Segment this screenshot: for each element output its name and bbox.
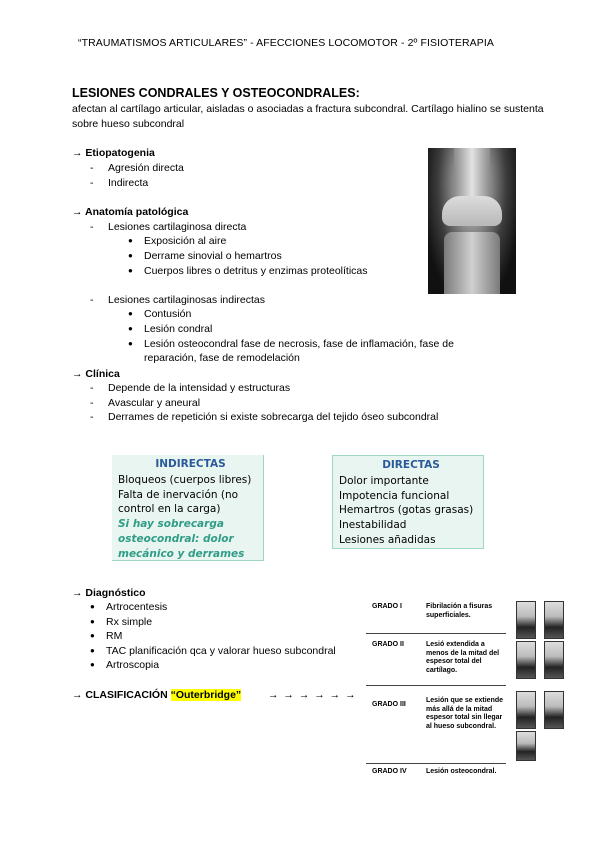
cartilage-illustration <box>516 601 536 639</box>
list-item: - Depende de la intensidad y estructuras <box>90 382 291 394</box>
intro-text: afectan al cartílago articular, aisladas o asociadas a fractura subcondral. Cartílago hialino se sustenta sobre hueso subcondral <box>72 103 544 130</box>
cartilage-illustration <box>516 641 536 679</box>
grade-desc: Lesión que se extiende más allá de la mitad espesor total sin llegar al hueso subcondral. <box>426 697 504 730</box>
list-item: - Indirecta <box>90 177 149 189</box>
box-line: Inestabilidad <box>339 519 407 532</box>
outerbridge-grade-table <box>366 597 566 781</box>
section-title: LESIONES CONDRALES Y OSTEOCONDRALES: <box>72 86 360 100</box>
grade-label: GRADO III <box>372 701 406 708</box>
divider <box>366 763 506 764</box>
list-item: ● RM <box>90 630 123 642</box>
grade-desc: Lesión osteocondral. <box>426 768 497 775</box>
clasificacion-heading: → CLASIFICACIÓN “Outerbridge” <box>72 689 242 701</box>
box-line: control en la carga) <box>118 503 221 516</box>
list-item: ● Contusión <box>128 308 192 320</box>
list-item: - Avascular y aneural <box>90 397 201 409</box>
grade-desc: Lesió extendida a menos de la mitad del espesor total del cartílago. <box>426 641 500 674</box>
box-line: Impotencia funcional <box>339 489 450 502</box>
list-item: ● Lesión condral <box>128 323 213 335</box>
list-item: ● Lesión osteocondral fase de necrosis, fase de inflamación, fase de <box>128 338 454 350</box>
indirectas-box-heading: INDIRECTAS <box>155 458 226 470</box>
grade-desc: Fibrilación a fisuras superficiales. <box>426 603 493 619</box>
box-line: mecánico y derrames <box>118 547 245 560</box>
list-item: - Lesiones cartilaginosas indirectas <box>90 294 266 306</box>
grade-label: GRADO II <box>372 641 404 648</box>
box-line: Dolor importante <box>339 474 429 487</box>
list-item: ● Artrocentesis <box>90 601 168 613</box>
directas-box-heading: DIRECTAS <box>382 459 440 471</box>
box-line: osteocondral: dolor <box>118 532 234 545</box>
cartilage-illustration <box>544 691 564 729</box>
list-item: ● Derrame sinovial o hemartros <box>128 250 282 262</box>
list-item: ● TAC planificación qca y valorar hueso subcondral <box>90 645 336 657</box>
divider <box>366 633 506 634</box>
anatomia-heading: → Anatomía patológica <box>72 206 189 218</box>
list-item: - Derrames de repetición si existe sobrecarga del tejido óseo subcondral <box>90 411 439 423</box>
cartilage-illustration <box>544 601 564 639</box>
list-item-continuation: reparación, fase de remodelación <box>144 352 300 364</box>
list-item: ● Rx simple <box>90 616 153 628</box>
grade-label: GRADO IV <box>372 768 407 775</box>
directas-box <box>332 455 484 549</box>
box-line: Si hay sobrecarga <box>118 518 224 531</box>
box-line: Hemartros (gotas grasas) <box>339 504 474 517</box>
list-item: ● Artroscopia <box>90 659 160 671</box>
diagnostico-heading: → Diagnóstico <box>72 587 146 599</box>
grade-label: GRADO I <box>372 603 402 610</box>
knee-xray-image <box>428 148 516 294</box>
box-line: Lesiones añadidas <box>339 533 436 546</box>
list-item: - Agresión directa <box>90 162 184 174</box>
divider <box>366 685 506 686</box>
clinica-heading: → Clínica <box>72 368 120 380</box>
list-item: ● Exposición al aire <box>128 235 227 247</box>
list-item: ● Cuerpos libres o detritus y enzimas proteolíticas <box>128 265 368 277</box>
cartilage-illustration <box>544 641 564 679</box>
box-line: Falta de inervación (no <box>118 488 239 501</box>
indirectas-box <box>112 455 264 561</box>
box-line: Bloqueos (cuerpos libres) <box>118 473 252 486</box>
cartilage-illustration <box>516 731 536 761</box>
list-item: - Lesiones cartilaginosa directa <box>90 221 247 233</box>
page-header: “TRAUMATISMOS ARTICULARES” - AFECCIONES LOCOMOTOR - 2º FISIOTERAPIA <box>78 37 495 49</box>
etiopatogenia-heading: → Etiopatogenia <box>72 147 155 159</box>
cartilage-illustration <box>516 691 536 729</box>
arrows: → → → → → → <box>268 689 357 701</box>
outerbridge-highlight: “Outerbridge” <box>170 689 242 701</box>
